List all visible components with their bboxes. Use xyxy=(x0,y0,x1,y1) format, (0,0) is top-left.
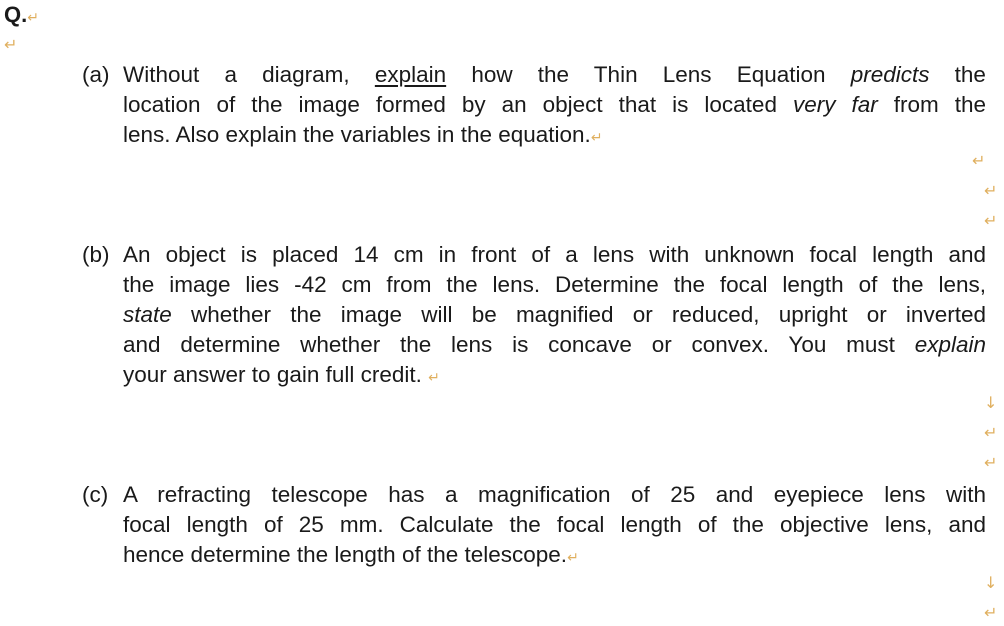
paragraph-mark-icon: ↵ xyxy=(984,603,998,622)
question-b-line-4: and determine whether the lens is concave or convex. You must explain xyxy=(123,332,986,357)
paragraph-mark-icon: ↵ xyxy=(27,10,39,26)
emphasis-very-far: very far xyxy=(792,92,878,117)
paragraph-mark-icon: ↵ xyxy=(984,423,998,442)
question-b-line-1: An object is placed 14 cm in front of a lens with unknown focal length and xyxy=(123,242,986,267)
question-c-label: (c) xyxy=(82,482,109,507)
question-a-line-2: location of the image formed by an object that is located very far from the xyxy=(123,92,987,117)
paragraph-mark-icon: ↵ xyxy=(567,550,579,566)
paragraph-mark-icon: ↵ xyxy=(428,370,440,386)
emphasis-explain: explain xyxy=(374,62,447,87)
question-c-line-1: A refracting telescope has a magnification of 25 and eyepiece lens with xyxy=(123,482,986,507)
question-c-text xyxy=(123,480,986,573)
question-c-line-2: focal length of 25 mm. Calculate the focal length of the objective lens, and xyxy=(123,512,986,537)
paragraph-mark-icon: ↵ xyxy=(972,151,986,170)
paragraph-mark-icon: ↵ xyxy=(984,211,998,230)
question-heading xyxy=(4,2,39,31)
question-b xyxy=(82,240,986,393)
emphasis-explain-b: explain xyxy=(914,332,986,357)
emphasis-state: state xyxy=(123,302,172,327)
question-b-line-5: your answer to gain full credit. ↵ xyxy=(123,362,440,387)
question-b-label: (b) xyxy=(82,242,110,267)
question-a-line-3: lens. Also explain the variables in the equation.↵ xyxy=(123,122,603,147)
question-b-line-3: state whether the image will be magnified or reduced, upright or inverted xyxy=(123,302,986,327)
paragraph-mark-icon: ↵ xyxy=(984,181,998,200)
paragraph-mark-icon: ↵ xyxy=(984,453,998,472)
question-a xyxy=(82,60,986,153)
question-a-line-1: Without a diagram, explain how the Thin Lens Equation predicts the xyxy=(123,62,986,87)
paragraph-mark-icon: ↵ xyxy=(590,130,603,146)
paragraph-mark-icon: ↵ xyxy=(4,35,18,54)
question-c xyxy=(82,480,986,573)
down-arrow-icon: ↓ xyxy=(984,573,998,592)
question-b-line-2: the image lies -42 cm from the lens. Determine the focal length of the lens, xyxy=(123,272,986,297)
down-arrow-icon: ↓ xyxy=(984,393,998,412)
emphasis-predicts: predicts xyxy=(850,62,930,87)
question-c-line-3: hence determine the length of the telescope.↵ xyxy=(123,542,579,567)
question-a-text xyxy=(123,60,986,153)
heading-text: Q. xyxy=(4,2,28,27)
question-b-text xyxy=(123,240,986,393)
question-a-label: (a) xyxy=(82,62,110,87)
